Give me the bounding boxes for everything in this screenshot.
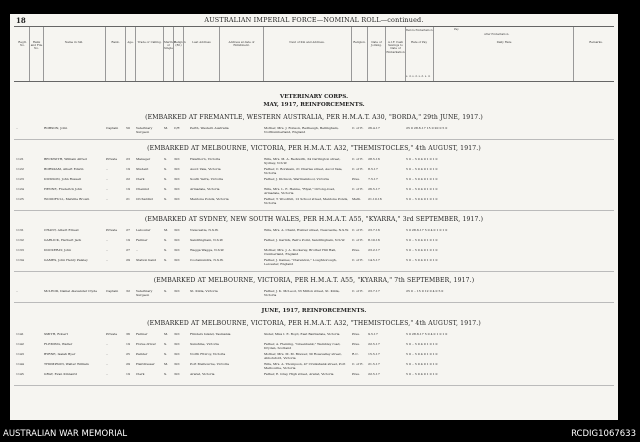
cell-addr: Ararat, Victoria bbox=[190, 373, 215, 376]
cell-rel: 3rd bbox=[174, 333, 180, 336]
cell-kin: Father, T. Woodfull, 12 School street, Mentone Ponds, Victoria bbox=[264, 198, 349, 205]
currency-row: s. d. s. d. s. d. s. d. bbox=[406, 75, 431, 78]
cell-name: CHANT, Albert Ernest bbox=[44, 229, 79, 232]
cell-kin: Mother, Mrs. J. A. Dockeray, Brother Hill Hall, Cumberland, England bbox=[264, 249, 337, 256]
column-label: Married or Single. bbox=[164, 40, 176, 51]
cell-rel2: C. of E. bbox=[352, 229, 364, 232]
cell-date: 22.5.17 bbox=[368, 343, 380, 346]
table-row bbox=[14, 198, 614, 207]
column-label: Rank. bbox=[111, 40, 120, 44]
cell-no: 1123 bbox=[16, 178, 24, 181]
pay-group-label: Before Embarkation. bbox=[406, 29, 434, 32]
cell-ms: M. bbox=[164, 229, 169, 232]
cell-pay: 5 0 .. 5 0 4 0 1 0 1 0 bbox=[406, 239, 438, 242]
cell-rel: 3rd bbox=[174, 229, 180, 232]
footer-credit: AUSTRALIAN WAR MEMORIAL bbox=[3, 429, 128, 439]
cell-age: 25 bbox=[126, 353, 130, 356]
cell-rel2: C. of E. bbox=[352, 239, 364, 242]
cell-no: 1132 bbox=[16, 239, 24, 242]
cell-rel2: Pres. bbox=[352, 373, 360, 376]
column-divider bbox=[163, 27, 164, 81]
cell-trade: Hairdresser bbox=[136, 363, 155, 366]
column-label: Rate of Pay bbox=[410, 40, 428, 44]
cell-trade: Chemist bbox=[136, 188, 149, 191]
reinforcement-heading: JUNE, 1917, REINFORCEMENTS. bbox=[261, 308, 367, 314]
cell-ms: S. bbox=[164, 198, 167, 201]
column-divider bbox=[125, 27, 126, 81]
cell-ms: S. bbox=[164, 353, 167, 356]
cell-rel2: Pres. bbox=[352, 343, 360, 346]
column-divider bbox=[263, 27, 264, 81]
cell-rank: Private bbox=[106, 229, 118, 232]
cell-rel2: C. of E. bbox=[352, 188, 364, 191]
cell-trade: Painter bbox=[136, 353, 148, 356]
cell-date: 21.5.17 bbox=[368, 363, 380, 366]
cell-addr: Wagga Wagga, N.S.W. bbox=[190, 249, 225, 252]
cell-addr: Ascot Vale, Victoria bbox=[190, 168, 221, 171]
table-row bbox=[14, 229, 614, 238]
cell-no: 1125 bbox=[16, 198, 24, 201]
table-row bbox=[14, 333, 614, 342]
cell-no: 1134 bbox=[16, 259, 24, 262]
table-row bbox=[14, 188, 614, 197]
table-row bbox=[14, 127, 614, 136]
cell-date: 8.10.16 bbox=[368, 239, 380, 242]
cell-no: 1121 bbox=[16, 158, 24, 161]
cell-rel2: Pres. bbox=[352, 178, 360, 181]
cell-kin: Father, J. K. McLeod, 33 Milton street, St. Kilda, Victoria bbox=[264, 290, 340, 297]
cell-name: SMITH, Robert bbox=[44, 333, 68, 336]
cell-pay: 5 0 .. 5 0 4 0 1 0 1 0 bbox=[406, 178, 438, 181]
table-row bbox=[14, 249, 614, 258]
cell-addr: St. Kilda, Victoria bbox=[190, 290, 218, 293]
cell-no: 1142 bbox=[16, 343, 24, 346]
cell-age: 23 bbox=[126, 158, 130, 161]
cell-age: 27 bbox=[126, 249, 130, 252]
cell-addr: Perth, Western Australia bbox=[190, 127, 229, 130]
cell-age: 19 bbox=[126, 168, 130, 171]
column-label: Rank and File No. bbox=[30, 40, 43, 51]
cell-kin: Father, E. Gray, High street, Ararat, Victoria bbox=[264, 373, 334, 376]
cell-addr: Sunshine, Victoria bbox=[190, 343, 219, 346]
cell-no: 1131 bbox=[16, 229, 24, 232]
cell-age: 29 bbox=[126, 363, 130, 366]
cell-name: THOMPSON, Walter William bbox=[44, 363, 89, 366]
cell-pay: 5 0 .. 5 0 4 0 1 0 1 0 bbox=[406, 168, 438, 171]
cell-rank: Private bbox=[106, 158, 118, 161]
cell-rank: .. bbox=[106, 198, 108, 201]
cell-rel: 3rd bbox=[174, 353, 180, 356]
section-title: VETERINARY CORPS. bbox=[279, 94, 349, 100]
cell-age: 19 bbox=[126, 188, 130, 191]
cell-kin: Father, A. Fleming, "Greenbank," Wembley road, Dryden, Scotland bbox=[264, 343, 341, 350]
cell-rel: 3rd bbox=[174, 373, 180, 376]
column-label: Name in full. bbox=[64, 40, 84, 44]
column-label: Age. bbox=[127, 40, 134, 44]
group-divider bbox=[14, 271, 614, 272]
cell-no: 1141 bbox=[16, 333, 24, 336]
cell-rel2: C. of E. bbox=[352, 363, 364, 366]
cell-no: .. bbox=[16, 290, 18, 293]
cell-rank: .. bbox=[106, 178, 108, 181]
cell-ms: S. bbox=[164, 239, 167, 242]
cell-date: 7.5.17 bbox=[368, 178, 378, 181]
cell-age: 21 bbox=[126, 198, 130, 201]
cell-kin: Wife, Mrs. A. Chant, Hunter street, Newcastle, N.S.W. bbox=[264, 229, 349, 232]
page-title: AUSTRALIAN IMPERIAL FORCE—NOMINAL ROLL—continued. bbox=[204, 16, 424, 24]
cell-rank: Captain bbox=[106, 127, 119, 130]
table-row bbox=[14, 259, 614, 268]
cell-addr: Newcastle, N.S.W. bbox=[190, 229, 219, 232]
column-label: Address at date of Enlistment. bbox=[228, 40, 255, 48]
column-divider bbox=[29, 27, 30, 81]
cell-name: BYRNE, Isaiah Byer bbox=[44, 353, 76, 356]
cell-addr: Mentone Ponds, Victoria bbox=[190, 198, 229, 201]
cell-rel: 3rd bbox=[174, 239, 180, 242]
cell-trade: Clerk bbox=[136, 373, 145, 376]
cell-date: 9.5.17 bbox=[368, 333, 378, 336]
column-label: Last Address bbox=[192, 40, 211, 44]
cell-rel2: Pres. bbox=[352, 333, 360, 336]
cell-rel2: C. of E. bbox=[352, 158, 364, 161]
cell-age: 27 bbox=[126, 229, 130, 232]
group-divider bbox=[14, 385, 614, 386]
table-row bbox=[14, 239, 614, 248]
footer-id: RCDIG1067633 bbox=[571, 429, 636, 439]
group-divider bbox=[14, 302, 614, 303]
cell-trade: Student bbox=[136, 168, 149, 171]
cell-age: 29 bbox=[126, 259, 130, 262]
cell-date: 22.5.17 bbox=[368, 373, 380, 376]
document-page bbox=[10, 14, 618, 420]
cell-name: FLEMING, Walter bbox=[44, 343, 73, 346]
cell-kin: Wife, Mrs. A. Thompson, 47 Cruikshank street, Port Melbourne, Victoria bbox=[264, 363, 346, 370]
cell-rel2: C. of E. bbox=[352, 168, 364, 171]
embarkation-heading: (EMBARKED AT MELBOURNE, VICTORIA, PER H.M.A.T. A55, "KYARRA," 7th SEPTEMBER, 1917.) bbox=[153, 277, 475, 284]
cell-addr: Cootamundra, N.S.W. bbox=[190, 259, 224, 262]
cell-name: GRAY, Evan Kinnaird bbox=[44, 373, 77, 376]
cell-addr: South Yarra, Victoria bbox=[190, 178, 223, 181]
cell-pay: 5 0 .. 5 0 4 0 1 0 1 0 bbox=[406, 373, 438, 376]
cell-kin: Wife, Mrs. L. E. Henne, "Riyal," Orrong-road, Armadale, Victoria bbox=[264, 188, 336, 195]
cell-no: 1124 bbox=[16, 188, 24, 191]
cell-no: 1144 bbox=[16, 363, 24, 366]
cell-rel: 3rd bbox=[174, 168, 180, 171]
cell-rel: 3rd bbox=[174, 178, 180, 181]
cell-trade: Veterinary Surgeon bbox=[136, 127, 153, 134]
embarkation-heading: (EMBARKED AT MELBOURNE, VICTORIA, PER H.M.A.T. A32, "THEMISTOCLES," 4th AUGUST, 1917.) bbox=[147, 320, 481, 327]
cell-addr: Sandringham, N.S.W. bbox=[190, 239, 224, 242]
cell-ms: S. bbox=[164, 178, 167, 181]
cell-kin: Father, J. Garlick, Bell's Point, Sandringham, N.S.W. bbox=[264, 239, 346, 242]
cell-name: GARLICK, Herbert Jack bbox=[44, 239, 82, 242]
cell-name: BECKWITH, William Alfred bbox=[44, 158, 87, 161]
cell-rank: .. bbox=[106, 188, 108, 191]
cell-addr: North Fitzroy, Victoria bbox=[190, 353, 226, 356]
cell-rank: .. bbox=[106, 249, 108, 252]
column-label: Religion. bbox=[353, 40, 366, 44]
cell-pay: 5 0 .. 5 0 4 0 1 0 1 0 bbox=[406, 188, 438, 191]
cell-pay: 5 0 .. 5 0 4 0 1 0 1 0 bbox=[406, 363, 438, 366]
cell-addr: Flinders Island, Tasmania bbox=[190, 333, 231, 336]
table-row bbox=[14, 373, 614, 382]
cell-rank: .. bbox=[106, 353, 108, 356]
cell-date: 21.10.16 bbox=[368, 198, 382, 201]
cell-rank: Private bbox=[106, 333, 118, 336]
cell-trade: Clerk bbox=[136, 178, 145, 181]
cell-rel2: Meth. bbox=[352, 198, 362, 201]
table-row bbox=[14, 353, 614, 362]
table-row bbox=[14, 178, 614, 187]
cell-ms: S. bbox=[164, 188, 167, 191]
column-divider bbox=[173, 27, 174, 81]
embarkation-heading: (EMBARKED AT MELBOURNE, VICTORIA, PER H.M.A.T. A32, "THEMISTOCLES," 4th AUGUST, 1917.) bbox=[147, 145, 481, 152]
cell-name: DOCKERAY, John bbox=[44, 249, 72, 252]
cell-addr: Armadale, Victoria bbox=[190, 188, 220, 191]
cell-ms: S. bbox=[164, 158, 167, 161]
cell-rank: Captain bbox=[106, 290, 119, 293]
cell-name: BORSKAM, Albert Edwin bbox=[44, 168, 84, 171]
cell-trade: Farmer bbox=[136, 239, 148, 242]
column-header bbox=[14, 26, 614, 82]
cell-rel: 3rd bbox=[174, 363, 180, 366]
cell-no: 1145 bbox=[16, 373, 24, 376]
cell-date: 15.5.17 bbox=[368, 353, 380, 356]
column-divider bbox=[183, 27, 184, 81]
column-divider bbox=[105, 27, 106, 81]
cell-rel: 3rd bbox=[174, 158, 180, 161]
column-divider bbox=[433, 27, 434, 81]
cell-name: DICKSON, John Russell bbox=[44, 178, 81, 181]
cell-rel: 3rd bbox=[174, 290, 180, 293]
cell-kin: Father, J. Games, "Clarendon," Loughborough, Leicester, England bbox=[264, 259, 337, 266]
reinforcement-heading: MAY, 1917, REINFORCEMENTS. bbox=[263, 102, 365, 108]
group-divider bbox=[14, 139, 614, 140]
cell-date: 23.2.17 bbox=[368, 249, 380, 252]
cell-ms: S. bbox=[164, 249, 167, 252]
column-label: Daily Rate bbox=[496, 40, 512, 44]
cell-no: .. bbox=[16, 127, 18, 130]
cell-trade: Farmer bbox=[136, 333, 148, 336]
cell-addr: Hawthorn, Victoria bbox=[190, 158, 221, 161]
cell-pay: 5 0 .. 5 0 4 0 1 0 1 0 bbox=[406, 158, 438, 161]
cell-date: 8.5.17 bbox=[368, 168, 378, 171]
cell-age: 32 bbox=[126, 290, 130, 293]
column-divider bbox=[367, 27, 368, 81]
column-divider bbox=[385, 27, 386, 81]
cell-ms: S. bbox=[164, 343, 167, 346]
cell-pay: 5 0 28.6.17 5 0 4 0 1 0 1 0 bbox=[406, 333, 448, 336]
column-label: Remarks. bbox=[589, 40, 603, 44]
cell-kin: Father, C. Borskam, 21 Charles street, Ascot Vale, Victoria bbox=[264, 168, 343, 175]
cell-rel: 3rd bbox=[174, 259, 180, 262]
cell-addr: Port Melbourne, Victoria bbox=[190, 363, 229, 366]
cell-name: McLEOD, Daniel Alexander Clyde bbox=[44, 290, 98, 293]
cell-rank: .. bbox=[106, 373, 108, 376]
column-label: Trade or Calling. bbox=[137, 40, 162, 44]
cell-rank: .. bbox=[106, 343, 108, 346]
cell-age: 19 bbox=[126, 343, 130, 346]
cell-rel2: R.C. bbox=[352, 353, 359, 356]
embarkation-heading: (EMBARKED AT SYDNEY, NEW SOUTH WALES, PER H.M.A.T. A55, "KYARRA," 3rd SEPTEMBER, 1917.) bbox=[144, 216, 484, 223]
cell-age: 19 bbox=[126, 239, 130, 242]
cell-name: GAMES, John Henry Paisley bbox=[44, 259, 88, 262]
cell-kin: Wife, Mrs. M. A. Beckwith, 34 Carrington street, Sydney, N.S.W. bbox=[264, 158, 341, 165]
column-divider bbox=[573, 27, 574, 81]
cell-rel2: C. of E. bbox=[352, 127, 364, 130]
cell-pay: 5 0 .. 5 0 4 0 1 0 1 0 bbox=[406, 198, 438, 201]
cell-date: 28.5.16 bbox=[368, 158, 380, 161]
cell-rel: 3rd bbox=[174, 198, 180, 201]
cell-kin: Mother, Mrs. J. Robson, Redheugh, Bellingham, Northumberland, England bbox=[264, 127, 339, 134]
pay-group-label: After Embarkation. bbox=[484, 33, 510, 36]
cell-pay: 5 0 .. 5 0 4 0 1 0 1 0 bbox=[406, 249, 438, 252]
cell-date: 26.4.17 bbox=[368, 127, 380, 130]
cell-pay: 5 0 28.6.17 5 0 4 0 1 0 1 0 bbox=[406, 229, 448, 232]
cell-ms: M. bbox=[164, 127, 169, 130]
cell-pay: 25 0 .. 15 0 12 0 4 0 5 0 bbox=[406, 290, 444, 293]
cell-rank: .. bbox=[106, 363, 108, 366]
cell-trade: Veterinary Surgeon bbox=[136, 290, 153, 297]
cell-trade: Manager bbox=[136, 158, 151, 161]
column-label: Date of Joining. bbox=[371, 40, 382, 48]
cell-ms: S. bbox=[164, 290, 167, 293]
cell-rank: .. bbox=[106, 259, 108, 262]
cell-no: 1143 bbox=[16, 353, 24, 356]
cell-rel2: Pres. bbox=[352, 249, 360, 252]
cell-age: 36 bbox=[126, 333, 130, 336]
cell-pay: 5 0 .. 5 0 4 0 1 0 1 0 bbox=[406, 353, 438, 356]
cell-kin: Mother, Mrs. M. M. Brewer, 30 Rosevalley street, Abbotsford, Victoria bbox=[264, 353, 342, 360]
cell-rel: 3rd bbox=[174, 249, 180, 252]
column-divider bbox=[219, 27, 220, 81]
column-label: Religion (Br.) bbox=[174, 40, 186, 48]
column-divider bbox=[405, 27, 406, 81]
table-row bbox=[14, 158, 614, 167]
column-divider bbox=[43, 27, 44, 81]
cell-age: 19 bbox=[126, 373, 130, 376]
cell-rel: 3rd bbox=[174, 188, 180, 191]
cell-ms: M. bbox=[164, 333, 169, 336]
cell-rel2: C. of E. bbox=[352, 290, 364, 293]
cell-trade: Horse driver bbox=[136, 343, 156, 346]
cell-ms: M. bbox=[164, 363, 169, 366]
pay-group-label: Pay. bbox=[454, 28, 460, 31]
cell-ms: S. bbox=[164, 373, 167, 376]
embarkation-heading: (EMBARKED AT FREMANTLE, WESTERN AUSTRALIA, PER H.M.A.T. A30, "BORDA," 29th JUNE, 1917.) bbox=[145, 114, 483, 121]
column-label: Next of Kin and Address. bbox=[289, 40, 325, 44]
cell-kin: Sister, Miss I. E. Boyd, East Bairnsdale, Victoria bbox=[264, 333, 340, 336]
cell-name: HENNE, Frederick John bbox=[44, 188, 83, 191]
cell-date: 14.5.17 bbox=[368, 259, 380, 262]
cell-rel: C/E bbox=[174, 127, 180, 130]
column-label: A.I.F. Cash Savings to Date of Embarkation bbox=[386, 40, 405, 54]
cell-ms: S. bbox=[164, 168, 167, 171]
cell-trade: .. bbox=[136, 249, 138, 252]
cell-trade: Labourer bbox=[136, 229, 151, 232]
table-row bbox=[14, 168, 614, 177]
cell-name: WOODFULL, Melville Brown bbox=[44, 198, 90, 201]
cell-name: ROBSON, John bbox=[44, 127, 68, 130]
page-number: 18 bbox=[16, 16, 26, 25]
cell-date: 23.7.17 bbox=[368, 290, 380, 293]
column-label: Regtl. No. bbox=[18, 40, 27, 48]
cell-date: 23.7.16 bbox=[368, 229, 380, 232]
table-row bbox=[14, 290, 614, 299]
cell-age: 50 bbox=[126, 127, 130, 130]
cell-no: 1122 bbox=[16, 168, 24, 171]
cell-rank: .. bbox=[106, 239, 108, 242]
cell-no: 1133 bbox=[16, 249, 24, 252]
cell-age: 22 bbox=[126, 178, 130, 181]
column-divider bbox=[135, 27, 136, 81]
cell-pay: 5 0 .. 5 0 4 0 1 0 1 0 bbox=[406, 343, 438, 346]
cell-ms: S. bbox=[164, 259, 167, 262]
cell-rank: .. bbox=[106, 168, 108, 171]
cell-trade: Station hand bbox=[136, 259, 157, 262]
cell-rel: 3rd bbox=[174, 343, 180, 346]
column-divider bbox=[351, 27, 352, 81]
table-row bbox=[14, 343, 614, 352]
cell-rel2: C. of E. bbox=[352, 259, 364, 262]
footer-bar bbox=[0, 422, 640, 442]
table-row bbox=[14, 363, 614, 372]
group-divider bbox=[14, 210, 614, 211]
cell-kin: Father, J. Dickson, Warrnambool, Victoria bbox=[264, 178, 329, 181]
cell-date: 26.5.17 bbox=[368, 188, 380, 191]
cell-pay: 25 0 28.6.17 15 0 20 0 5 0 bbox=[406, 127, 448, 130]
cell-pay: 5 0 .. 5 0 4 0 1 0 1 0 bbox=[406, 259, 438, 262]
cell-trade: Orchardist bbox=[136, 198, 153, 201]
